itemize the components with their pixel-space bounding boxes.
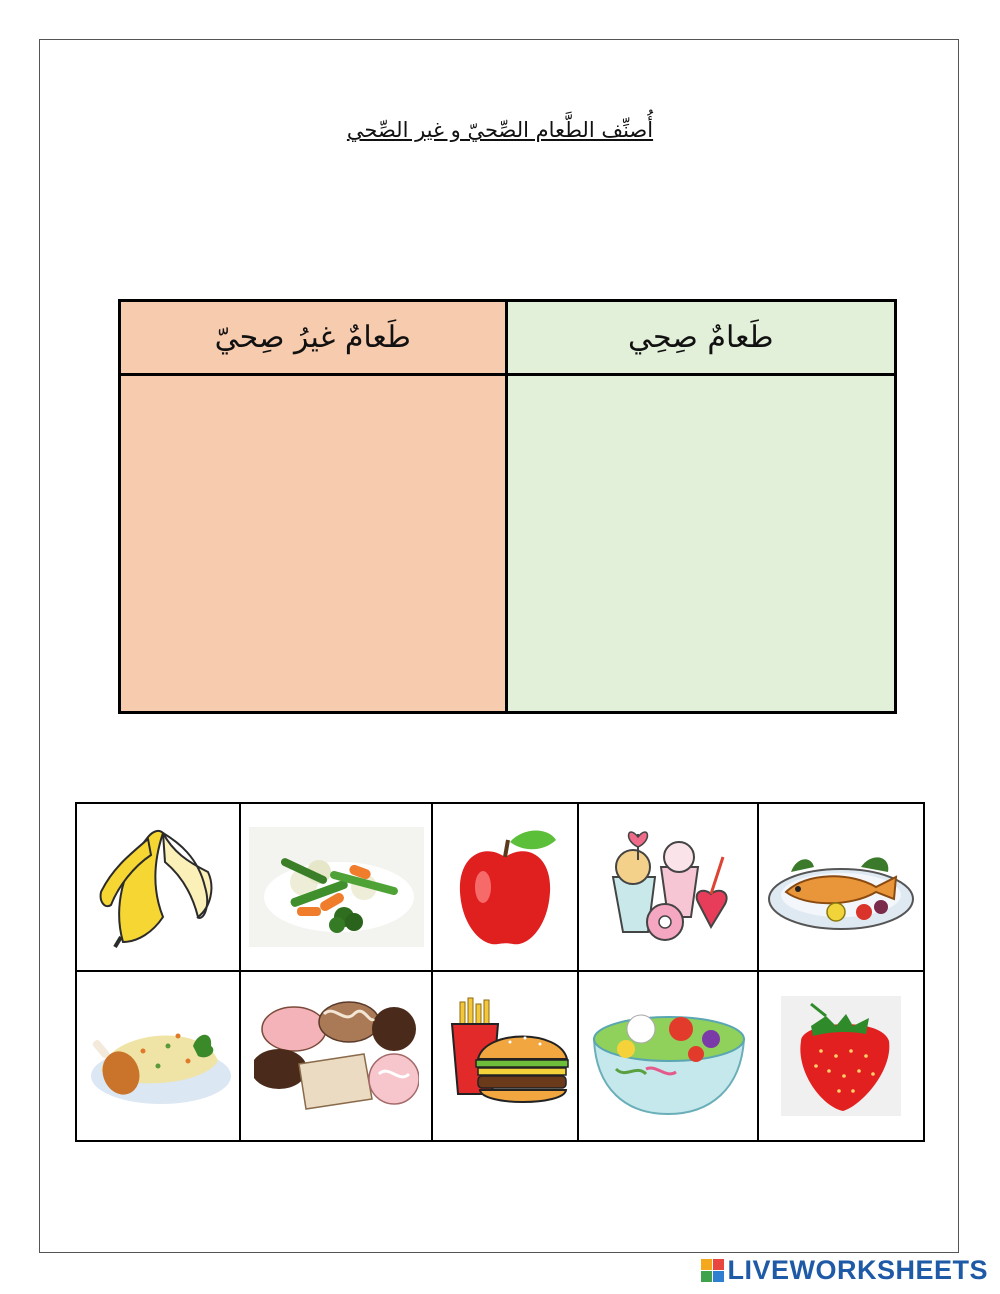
food-card-fish[interactable] (759, 804, 923, 972)
food-card-banana[interactable] (77, 804, 241, 972)
sorting-table (118, 299, 897, 714)
food-card-sweets[interactable] (579, 804, 759, 972)
mixed-vegetables-icon (249, 827, 424, 947)
chocolates-icon (254, 994, 419, 1119)
food-card-apple[interactable] (433, 804, 579, 972)
food-card-burger-fries[interactable] (433, 972, 579, 1140)
food-card-vegetables[interactable] (241, 804, 433, 972)
brand-name: LIVEWORKSHEETS (727, 1255, 988, 1285)
food-card-salad[interactable] (579, 972, 759, 1140)
banana-icon (93, 817, 223, 957)
logo-mark-icon (701, 1259, 724, 1282)
sweets-icecream-icon (593, 822, 743, 952)
liveworksheets-logo (701, 1255, 988, 1286)
salad-bowl-icon (586, 994, 751, 1119)
strawberry-icon (781, 996, 901, 1116)
healthy-food-drop-zone[interactable] (508, 376, 895, 711)
unhealthy-food-drop-zone[interactable] (121, 376, 508, 711)
unhealthy-food-header: طَعامٌ غيرُ صِحيّ (121, 302, 508, 376)
food-card-chocolates[interactable] (241, 972, 433, 1140)
food-items-grid (75, 802, 925, 1142)
food-card-strawberry[interactable] (759, 972, 923, 1140)
apple-icon (448, 822, 563, 952)
food-card-chicken-rice[interactable] (77, 972, 241, 1140)
healthy-food-header: طَعامٌ صِحِي (508, 302, 895, 376)
chicken-rice-icon (83, 1001, 233, 1111)
fish-plate-icon (766, 837, 916, 937)
worksheet-title: أُصنِّف الطَّعام الصِّحيّ و غير الصِّحي (346, 118, 654, 142)
burger-fries-icon (440, 994, 570, 1119)
